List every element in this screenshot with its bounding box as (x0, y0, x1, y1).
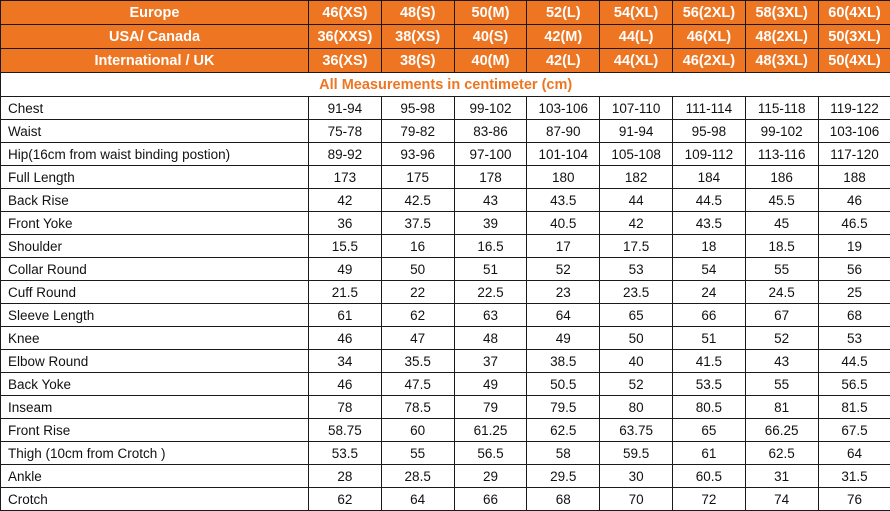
measurement-value: 111-114 (672, 97, 745, 120)
measurement-label: Full Length (1, 166, 309, 189)
measurement-value: 67 (745, 304, 818, 327)
region-size-cell: 60(4XL) (818, 1, 890, 25)
table-row (1, 258, 890, 281)
measurement-value: 29 (454, 465, 527, 488)
measurement-value: 58.75 (309, 419, 382, 442)
region-size-cell: 54(XL) (600, 1, 673, 25)
measurement-value: 31 (745, 465, 818, 488)
measurement-value: 52 (600, 373, 673, 396)
measurement-value: 182 (600, 166, 673, 189)
measurement-value: 83-86 (454, 120, 527, 143)
measurement-value: 89-92 (309, 143, 382, 166)
measurement-value: 23.5 (600, 281, 673, 304)
table-row (1, 442, 890, 465)
measurement-value: 65 (600, 304, 673, 327)
measurement-value: 18.5 (745, 235, 818, 258)
measurement-value: 60.5 (672, 465, 745, 488)
measurement-label: Elbow Round (1, 350, 309, 373)
measurement-value: 51 (454, 258, 527, 281)
region-size-cell: 44(XL) (600, 49, 673, 73)
measurement-value: 37 (454, 350, 527, 373)
measurement-value: 53 (818, 327, 890, 350)
measurement-value: 117-120 (818, 143, 890, 166)
measurement-value: 43.5 (672, 212, 745, 235)
table-row (1, 350, 890, 373)
measurement-value: 37.5 (381, 212, 454, 235)
measurement-value: 55 (745, 258, 818, 281)
measurement-value: 43.5 (527, 189, 600, 212)
measurement-value: 42.5 (381, 189, 454, 212)
measurement-value: 40.5 (527, 212, 600, 235)
measurement-value: 180 (527, 166, 600, 189)
measurement-label: Hip(16cm from waist binding postion) (1, 143, 309, 166)
table-row (1, 189, 890, 212)
measurement-value: 44.5 (818, 350, 890, 373)
measurement-value: 15.5 (309, 235, 382, 258)
region-size-cell: 36(XXS) (309, 25, 382, 49)
measurement-value: 35.5 (381, 350, 454, 373)
region-size-cell: 44(L) (600, 25, 673, 49)
measurement-value: 28.5 (381, 465, 454, 488)
measurement-value: 28 (309, 465, 382, 488)
region-size-cell: 38(XS) (381, 25, 454, 49)
measurement-value: 48 (454, 327, 527, 350)
measurement-value: 63.75 (600, 419, 673, 442)
table-row (1, 488, 890, 511)
measurement-value: 34 (309, 350, 382, 373)
measurement-value: 46 (309, 327, 382, 350)
measurement-value: 40 (600, 350, 673, 373)
measurement-value: 58 (527, 442, 600, 465)
measurement-value: 49 (309, 258, 382, 281)
measurement-value: 25 (818, 281, 890, 304)
measurement-value: 54 (672, 258, 745, 281)
measurement-value: 39 (454, 212, 527, 235)
measurement-value: 38.5 (527, 350, 600, 373)
measurement-value: 49 (454, 373, 527, 396)
measurement-value: 52 (527, 258, 600, 281)
measurement-label: Waist (1, 120, 309, 143)
table-row (1, 304, 890, 327)
measurement-value: 64 (818, 442, 890, 465)
measurement-value: 55 (745, 373, 818, 396)
region-size-cell: 40(M) (454, 49, 527, 73)
table-row (1, 373, 890, 396)
measurement-value: 80 (600, 396, 673, 419)
region-size-cell: 46(XL) (672, 25, 745, 49)
measurement-value: 50 (600, 327, 673, 350)
measurement-value: 63 (454, 304, 527, 327)
measurement-value: 66 (454, 488, 527, 511)
measurement-value: 61.25 (454, 419, 527, 442)
measurement-value: 188 (818, 166, 890, 189)
table-row (1, 235, 890, 258)
measurement-label: Sleeve Length (1, 304, 309, 327)
measurement-value: 50 (381, 258, 454, 281)
measurement-label: Cuff Round (1, 281, 309, 304)
measurement-value: 43 (454, 189, 527, 212)
measurement-value: 53.5 (309, 442, 382, 465)
region-label-europe: Europe (1, 1, 309, 25)
region-label-usa-canada: USA/ Canada (1, 25, 309, 49)
measurement-value: 78 (309, 396, 382, 419)
table-row (1, 120, 890, 143)
measurement-value: 67.5 (818, 419, 890, 442)
region-row-europe (1, 1, 890, 25)
measurement-value: 56.5 (454, 442, 527, 465)
measurement-value: 184 (672, 166, 745, 189)
measurement-value: 41.5 (672, 350, 745, 373)
measurement-value: 81 (745, 396, 818, 419)
measurement-value: 103-106 (527, 97, 600, 120)
measurement-label: Ankle (1, 465, 309, 488)
measurement-value: 31.5 (818, 465, 890, 488)
region-size-cell: 38(S) (381, 49, 454, 73)
region-size-cell: 48(3XL) (745, 49, 818, 73)
measurement-value: 44 (600, 189, 673, 212)
measurement-value: 24 (672, 281, 745, 304)
measurement-value: 52 (745, 327, 818, 350)
region-size-cell: 46(2XL) (672, 49, 745, 73)
measurement-value: 61 (672, 442, 745, 465)
region-size-cell: 50(M) (454, 1, 527, 25)
measurement-value: 49 (527, 327, 600, 350)
measurement-value: 66.25 (745, 419, 818, 442)
measurement-value: 178 (454, 166, 527, 189)
measurement-value: 19 (818, 235, 890, 258)
measurement-value: 81.5 (818, 396, 890, 419)
region-label-international-uk: International / UK (1, 49, 309, 73)
measurement-value: 64 (527, 304, 600, 327)
measurement-value: 99-102 (745, 120, 818, 143)
measurement-value: 99-102 (454, 97, 527, 120)
measurement-value: 109-112 (672, 143, 745, 166)
measurement-value: 46.5 (818, 212, 890, 235)
measurement-value: 95-98 (381, 97, 454, 120)
measurement-value: 91-94 (309, 97, 382, 120)
table-row (1, 327, 890, 350)
measurement-value: 105-108 (600, 143, 673, 166)
measurement-value: 62.5 (527, 419, 600, 442)
measurement-value: 30 (600, 465, 673, 488)
measurement-value: 46 (309, 373, 382, 396)
measurement-value: 93-96 (381, 143, 454, 166)
measurement-value: 72 (672, 488, 745, 511)
measurement-label: Thigh (10cm from Crotch ) (1, 442, 309, 465)
region-size-cell: 48(S) (381, 1, 454, 25)
measurement-value: 47 (381, 327, 454, 350)
measurement-label: Knee (1, 327, 309, 350)
measurement-value: 51 (672, 327, 745, 350)
region-size-cell: 50(4XL) (818, 49, 890, 73)
measurement-value: 36 (309, 212, 382, 235)
measurement-label: Collar Round (1, 258, 309, 281)
measurement-value: 91-94 (600, 120, 673, 143)
table-row (1, 465, 890, 488)
measurement-value: 62 (381, 304, 454, 327)
measurement-unit-note: All Measurements in centimeter (cm) (1, 73, 890, 97)
measurement-value: 17 (527, 235, 600, 258)
size-chart-body (1, 1, 890, 511)
measurement-value: 103-106 (818, 120, 890, 143)
measurement-value: 115-118 (745, 97, 818, 120)
measurement-value: 65 (672, 419, 745, 442)
measurement-value: 59.5 (600, 442, 673, 465)
measurement-value: 101-104 (527, 143, 600, 166)
measurement-value: 78.5 (381, 396, 454, 419)
measurement-value: 55 (381, 442, 454, 465)
measurement-value: 107-110 (600, 97, 673, 120)
measurement-value: 113-116 (745, 143, 818, 166)
measurement-label: Front Yoke (1, 212, 309, 235)
measurement-value: 56 (818, 258, 890, 281)
table-row (1, 97, 890, 120)
table-row (1, 212, 890, 235)
measurement-value: 53.5 (672, 373, 745, 396)
measurement-value: 61 (309, 304, 382, 327)
measurement-value: 42 (600, 212, 673, 235)
measurement-value: 21.5 (309, 281, 382, 304)
measurement-value: 173 (309, 166, 382, 189)
measurement-value: 64 (381, 488, 454, 511)
region-size-cell: 48(2XL) (745, 25, 818, 49)
measurement-label: Inseam (1, 396, 309, 419)
measurement-label: Back Rise (1, 189, 309, 212)
measurement-value: 186 (745, 166, 818, 189)
region-size-cell: 56(2XL) (672, 1, 745, 25)
region-row-international-uk (1, 49, 890, 73)
measurement-value: 44.5 (672, 189, 745, 212)
measurement-value: 76 (818, 488, 890, 511)
measurement-value: 97-100 (454, 143, 527, 166)
measurement-value: 62 (309, 488, 382, 511)
measurement-value: 22.5 (454, 281, 527, 304)
measurement-value: 17.5 (600, 235, 673, 258)
measurement-value: 95-98 (672, 120, 745, 143)
measurement-value: 23 (527, 281, 600, 304)
table-row (1, 166, 890, 189)
measurement-value: 53 (600, 258, 673, 281)
table-row (1, 281, 890, 304)
region-size-cell: 42(L) (527, 49, 600, 73)
measurement-value: 70 (600, 488, 673, 511)
measurement-value: 45 (745, 212, 818, 235)
table-row (1, 143, 890, 166)
region-size-cell: 42(M) (527, 25, 600, 49)
region-size-cell: 58(3XL) (745, 1, 818, 25)
measurement-value: 68 (818, 304, 890, 327)
measurement-value: 175 (381, 166, 454, 189)
measurement-value: 18 (672, 235, 745, 258)
measurement-value: 46 (818, 189, 890, 212)
measurement-value: 87-90 (527, 120, 600, 143)
measurement-value: 29.5 (527, 465, 600, 488)
measurement-value: 16.5 (454, 235, 527, 258)
table-row (1, 396, 890, 419)
region-size-cell: 46(XS) (309, 1, 382, 25)
measurement-value: 60 (381, 419, 454, 442)
region-size-cell: 52(L) (527, 1, 600, 25)
measurement-value: 74 (745, 488, 818, 511)
measurement-label: Back Yoke (1, 373, 309, 396)
measurement-value: 75-78 (309, 120, 382, 143)
measurement-value: 42 (309, 189, 382, 212)
measurement-value: 43 (745, 350, 818, 373)
measurement-label: Front Rise (1, 419, 309, 442)
measurement-value: 66 (672, 304, 745, 327)
region-size-cell: 40(S) (454, 25, 527, 49)
measurement-value: 79 (454, 396, 527, 419)
measurement-value: 47.5 (381, 373, 454, 396)
measurement-value: 45.5 (745, 189, 818, 212)
region-size-cell: 50(3XL) (818, 25, 890, 49)
measurement-value: 56.5 (818, 373, 890, 396)
measurement-value: 68 (527, 488, 600, 511)
measurement-value: 16 (381, 235, 454, 258)
measurement-value: 79.5 (527, 396, 600, 419)
measurement-value: 24.5 (745, 281, 818, 304)
measurement-value: 79-82 (381, 120, 454, 143)
measurement-unit-note-row (1, 73, 890, 97)
measurement-value: 119-122 (818, 97, 890, 120)
region-row-usa-canada (1, 25, 890, 49)
measurement-value: 62.5 (745, 442, 818, 465)
measurement-label: Crotch (1, 488, 309, 511)
region-size-cell: 36(XS) (309, 49, 382, 73)
measurement-value: 22 (381, 281, 454, 304)
measurement-label: Chest (1, 97, 309, 120)
measurement-value: 50.5 (527, 373, 600, 396)
measurement-label: Shoulder (1, 235, 309, 258)
measurement-value: 80.5 (672, 396, 745, 419)
table-row (1, 419, 890, 442)
